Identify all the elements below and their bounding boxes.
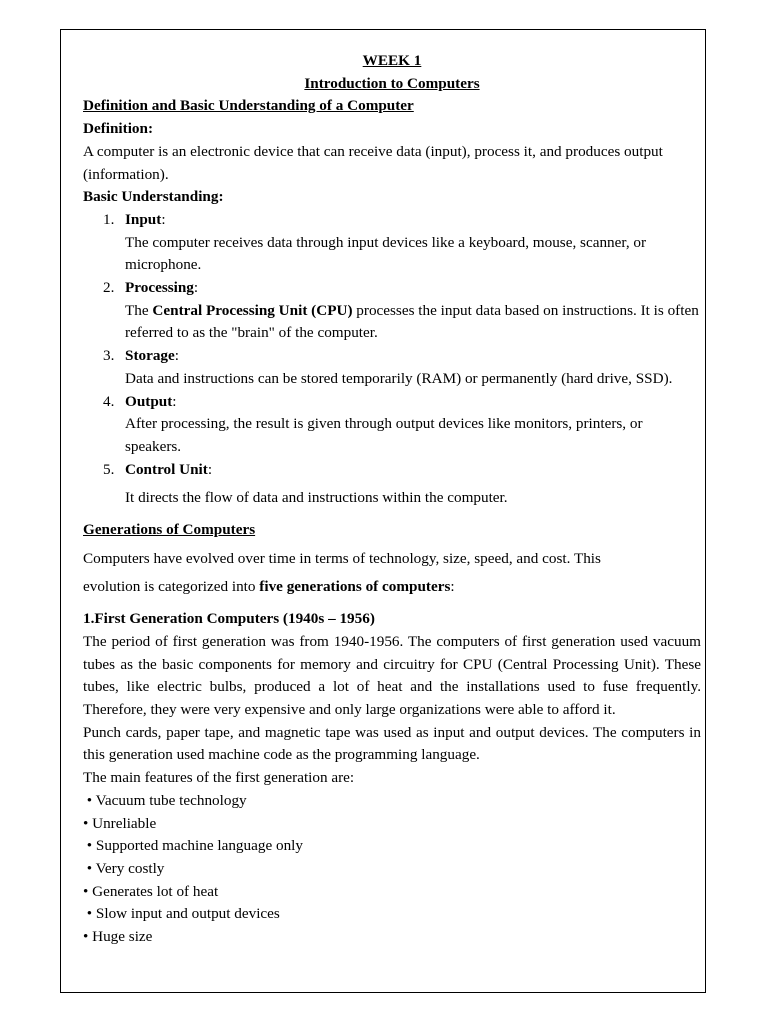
features-intro: The main features of the first generation are: — [83, 769, 355, 787]
definition-text: A computer is an electronic device that can receive data (input), process it, and produces output (information). — [83, 142, 663, 183]
colon: : — [207, 460, 213, 478]
colon: : — [172, 392, 177, 410]
first-generation-paragraph-1: The period of first generation was from 1940-1956. The computers of first generation used vacuum tubes as the basic components for memory and circuitry for CPU (Central Processing Unit). These tubes, like electric bulbs, produced a lot of heat and the installations used to fuse frequently. Therefore, they were very expensive and only large organizations were able to afford it. — [83, 632, 701, 718]
list-item-label: Input — [125, 210, 162, 228]
list-item-storage — [83, 345, 701, 390]
colon: : — [174, 347, 180, 365]
list-number: 1. — [103, 210, 115, 228]
feature-item: • Vacuum tube technology — [83, 791, 247, 809]
basic-understanding-label: Basic Understanding: — [83, 188, 224, 206]
list-item-text: It directs the flow of data and instructions within the computer. — [125, 489, 508, 507]
page-frame — [60, 29, 706, 993]
list-item-output — [83, 391, 701, 459]
feature-item: • Slow input and output devices — [83, 905, 280, 923]
list-item-control-unit — [83, 459, 701, 510]
feature-item: • Generates lot of heat — [83, 882, 219, 900]
generations-intro-line2: evolution is categorized into five generations of computers: — [83, 578, 455, 596]
list-item-label: Control Unit — [125, 460, 208, 478]
first-generation-heading: 1.First Generation Computers (1940s – 1956) — [83, 610, 375, 628]
list-number: 2. — [103, 279, 115, 297]
list-item-text: The computer receives data through input devices like a keyboard, mouse, scanner, or microphone. — [125, 233, 647, 274]
page-title: Introduction to Computers — [304, 74, 480, 92]
list-item-processing — [83, 277, 701, 345]
week-heading: WEEK 1 — [362, 52, 422, 69]
colon: : — [161, 210, 166, 228]
list-item-label: Output — [125, 392, 173, 410]
feature-item: • Unreliable — [83, 814, 157, 832]
section-heading-definition: Definition and Basic Understanding of a Computer — [83, 97, 414, 115]
list-item-input — [83, 209, 701, 277]
first-generation-paragraph-2: Punch cards, paper tape, and magnetic tape was used as input and output devices. The computers in this generation used machine code as the programming language. — [83, 723, 701, 764]
list-item-label: Processing — [125, 279, 194, 297]
feature-item: • Supported machine language only — [83, 837, 303, 855]
section-heading-generations: Generations of Computers — [83, 521, 256, 539]
feature-item: • Huge size — [83, 928, 153, 946]
five-generations-term: five generations of computers — [259, 578, 451, 596]
generations-intro-line1: Computers have evolved over time in terms of technology, size, speed, and cost. This — [83, 549, 601, 567]
document-body — [83, 50, 701, 949]
list-item-text: The Central Processing Unit (CPU) processes the input data based on instructions. It is often referred to as the "brain" of the computer. — [125, 301, 699, 342]
list-number: 4. — [103, 392, 115, 410]
list-number: 5. — [103, 460, 115, 478]
definition-label: Definition: — [83, 120, 154, 138]
list-item-label: Storage — [125, 347, 175, 365]
colon: : — [193, 279, 199, 297]
list-item-text: After processing, the result is given through output devices like monitors, printers, or speakers. — [125, 415, 643, 455]
feature-item: • Very costly — [83, 859, 165, 877]
cpu-term: Central Processing Unit (CPU) — [152, 301, 353, 319]
list-item-text: Data and instructions can be stored temporarily (RAM) or permanently (hard drive, SSD). — [125, 369, 673, 387]
list-number: 3. — [103, 347, 115, 365]
